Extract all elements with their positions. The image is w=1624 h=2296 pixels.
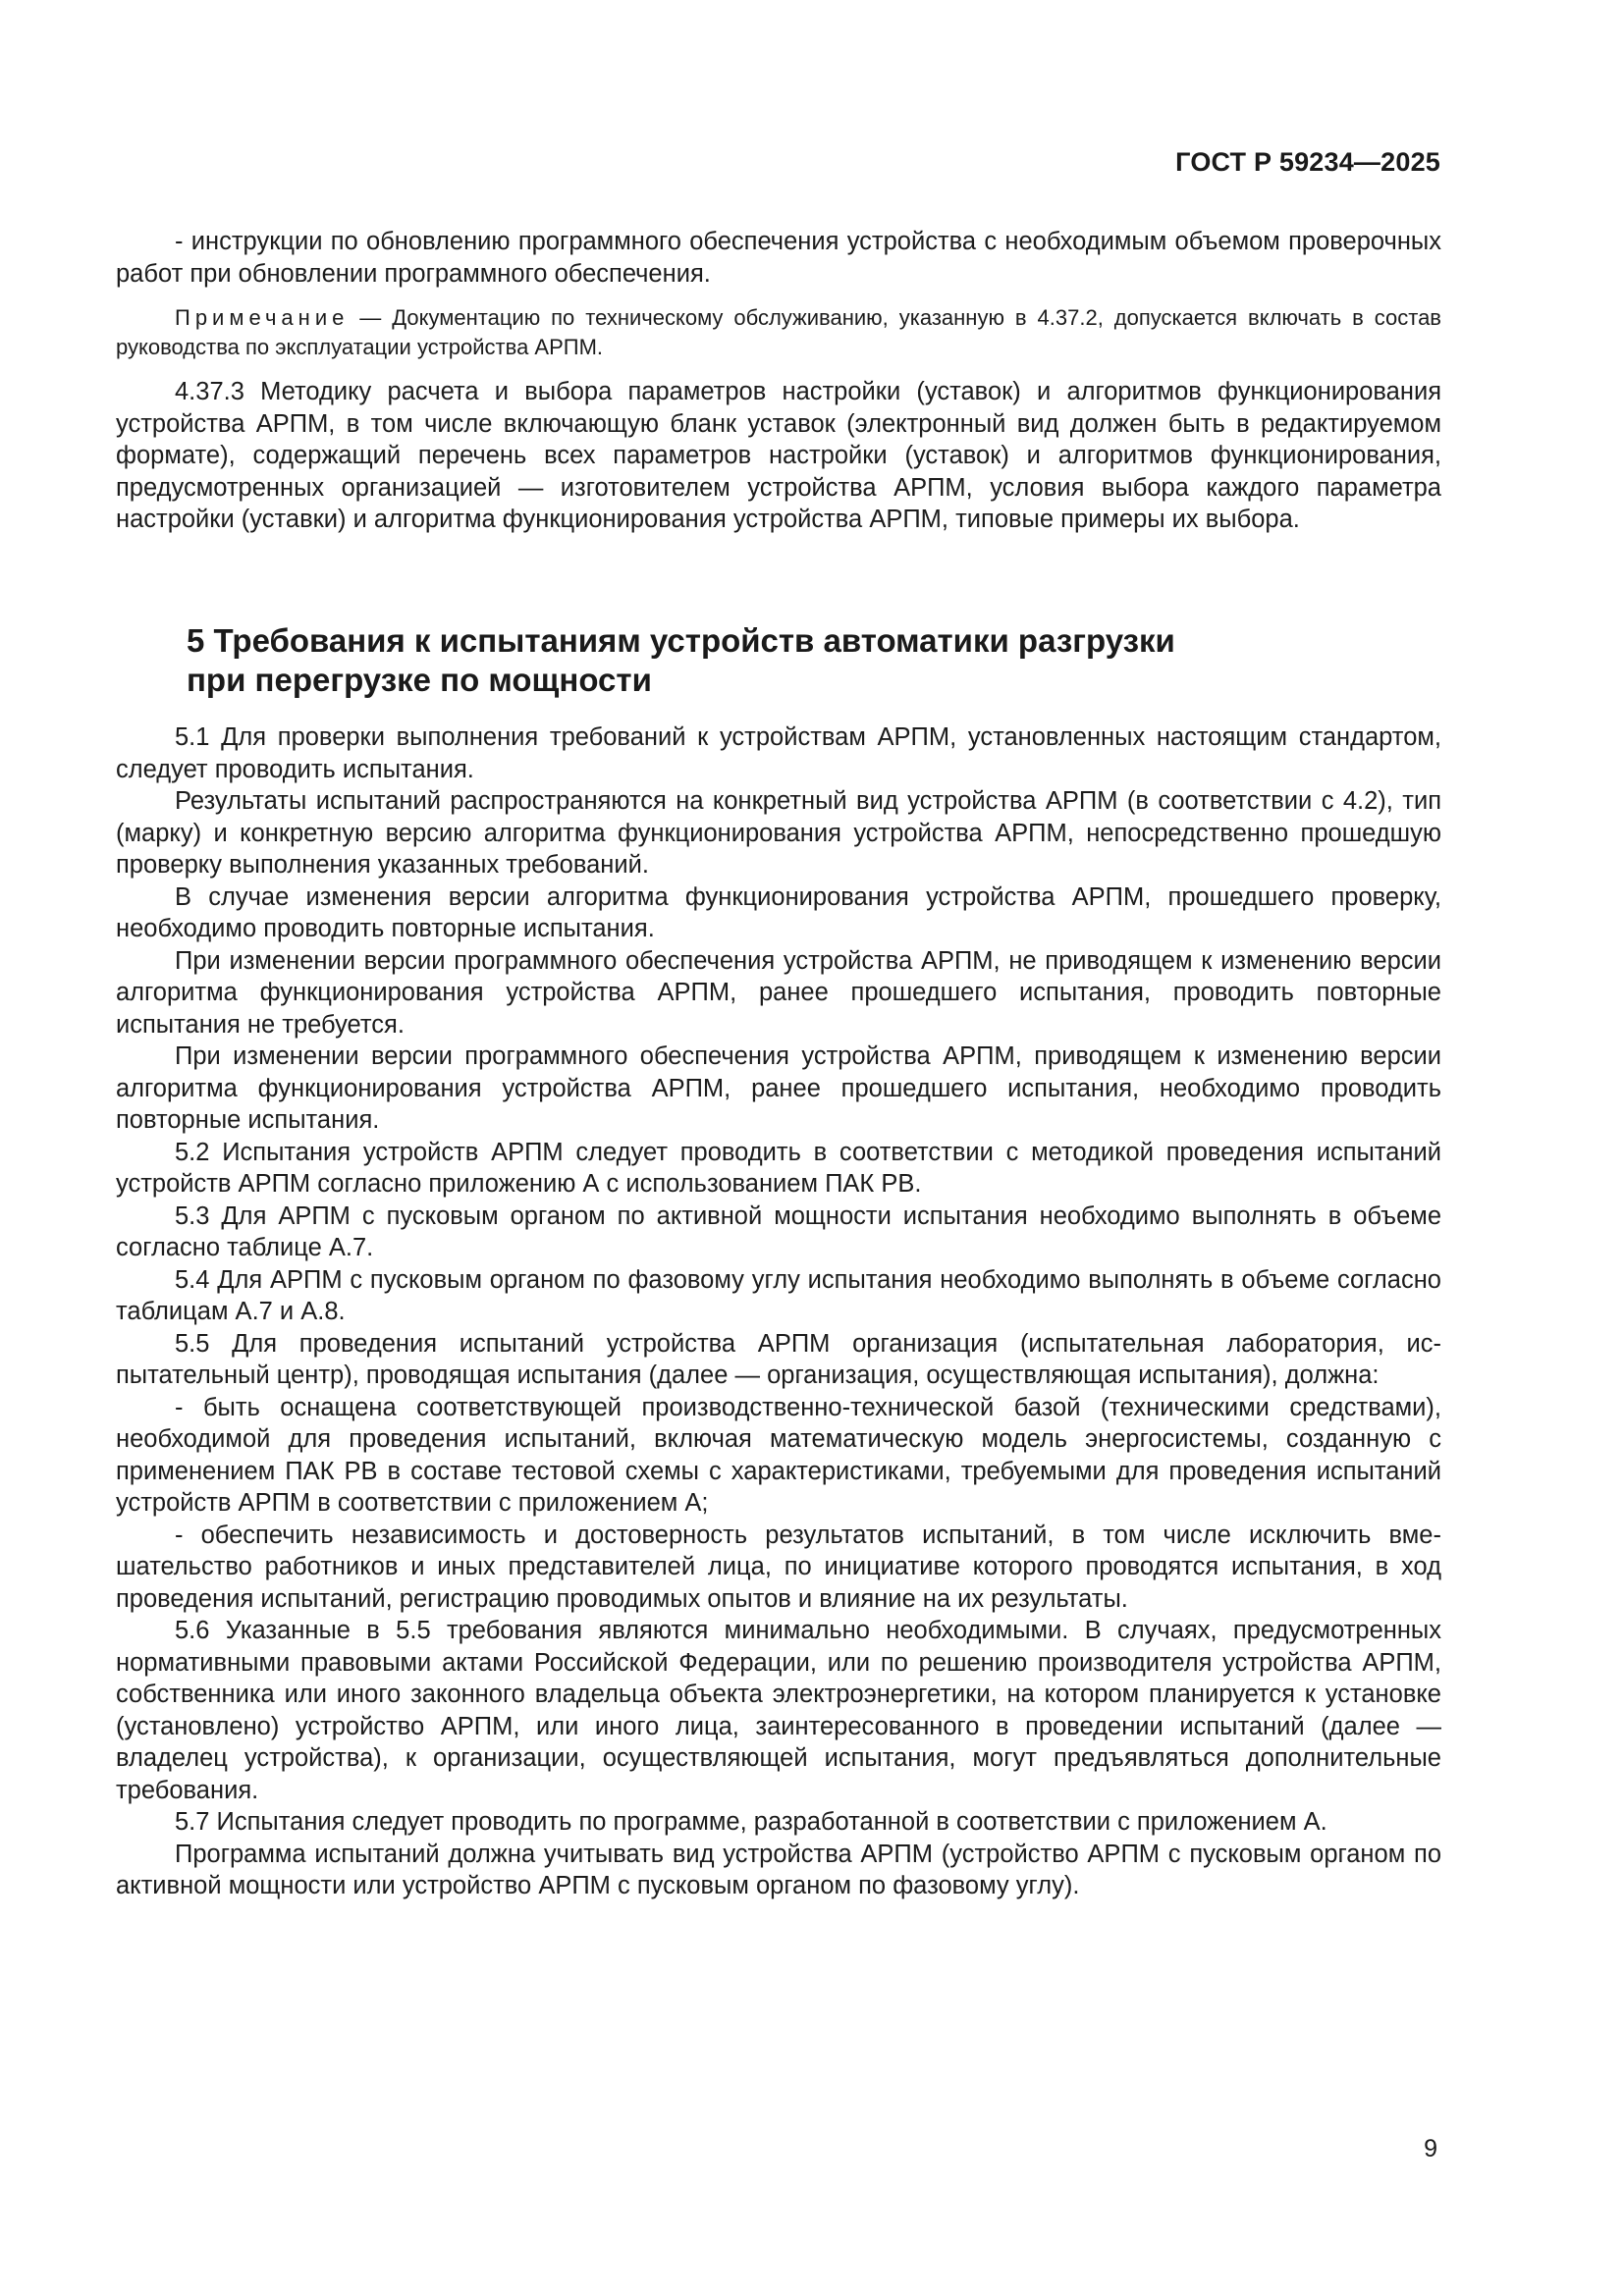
paragraph-5-1: 5.1 Для проверки выполнения требований к устройствам АРПМ, установленных настоящим стандартом, следует проводить испытания.	[116, 723, 1441, 783]
list-item-equipment-base: - быть оснащена соответствующей производственно-технической базой (техническими средствами), необходимой для проведения испытаний, включая математическую модель энергосистемы, созданную с применением ПАК РВ в составе тестовой схемы с характеристиками, требуемыми для проведения испытаний устройств АРПМ в соответствии с приложением А;	[116, 1393, 1441, 1517]
page-number: 9	[1424, 2135, 1437, 2163]
paragraph-test-program: Программа испытаний должна учитывать вид устройства АРПМ (устройство АРПМ с пусковым органом по активной мощности или устройство АРПМ с пусковым органом по фазовому углу).	[116, 1840, 1441, 1899]
note-paragraph	[116, 303, 1441, 362]
section-5-heading	[116, 621, 1441, 700]
paragraph-5-2: 5.2 Испытания устройств АРПМ следует проводить в соответствии с методикой проведения испытаний устройств АРПМ согласно приложению А с использованием ПАК РВ.	[116, 1138, 1441, 1198]
paragraph-results-scope: Результаты испытаний распространяются на конкретный вид устройства АРПМ (в соответствии с 4.2), тип (марку) и конкретную версию алгоритма функционирования устройства АРПМ, непосредственно прошедшую проверку выполнения указанных требований.	[116, 787, 1441, 879]
paragraph-software-change-no-retest: При изменении версии программного обеспечения устройства АРПМ, не приводящем к изменению версии алгоритма функционирования устройства АРПМ, ранее прошедшего испытания, проводить повторные испытания не требуется.	[116, 946, 1441, 1039]
list-item-software-update-instructions: - инструкции по обновлению программного обеспечения устройства с необходимым объемом проверочных работ при обновлении программного обеспечения.	[116, 228, 1441, 288]
note-label: Примечание	[175, 305, 350, 330]
section-5-body	[116, 721, 1441, 1902]
paragraph-5-3: 5.3 Для АРПМ с пусковым органом по активной мощности испытания необходимо выполнять в объеме согласно таблице А.7.	[116, 1201, 1441, 1261]
paragraph-5-4: 5.4 Для АРПМ с пусковым органом по фазовому углу испытания необходимо выполнять в объеме согласно таблицам А.7 и А.8.	[116, 1265, 1441, 1325]
list-item-independence: - обеспечить независимость и достоверность результатов испытаний, в том числе исключить вмешательство работников и иных представителей лица, по инициативе которого проводятся испытания, в ход проведения испытаний, регистрацию проводимых опытов и влияние на их результаты.	[116, 1521, 1441, 1613]
paragraph-5-5: 5.5 Для проведения испытаний устройства АРПМ организация (испытательная лаборатория, испытательный центр), проводящая испытания (далее — организация, осуществляющая испытания), должна:	[116, 1329, 1441, 1389]
paragraph-4-37-3: 4.37.3 Методику расчета и выбора параметров настройки (уставок) и алгоритмов функционирования устройства АРПМ, в том числе включающую бланк уставок (электронный вид должен быть в редактируемом формате), содержащий перечень всех параметров настройки (уставок) и алгоритмов функционирования, предусмотренных организацией — изготовителем устройства АРПМ, условия выбора каждого параметра настройки (уставки) и алгоритма функционирования устройства АРПМ, типовые примеры их выбора.	[116, 378, 1441, 533]
section-title-line-1: 5 Требования к испытаниям устройств автоматики разгрузки	[187, 622, 1175, 659]
paragraph-software-change-retest: При изменении версии программного обеспечения устройства АРПМ, приводящем к изменению версии алгоритма функционирования устройства АРПМ, ранее прошедшего испытания, необходимо проводить повторные испытания.	[116, 1042, 1441, 1134]
section-4-continuation	[116, 226, 1441, 536]
paragraph-5-6: 5.6 Указанные в 5.5 требования являются минимально необходимыми. В случаях, предусмотренных нормативными правовыми актами Российской Федерации, или по решению производителя устройства АРПМ, собственника или иного законного владельца объекта электроэнергетики, на котором планируется к установке (установлено) устройство АРПМ, или иного лица, заинтересованного в проведении испытаний (далее — владелец устройства), к организации, осуществляющей испытания, могут предъявляться дополнительные требования.	[116, 1617, 1441, 1804]
document-id-header: ГОСТ Р 59234—2025	[1175, 147, 1440, 177]
note-text: — Документацию по техническому обслуживанию, указанную в 4.37.2, допускается включать в состав руководства по эксплуатации устройства АРПМ.	[116, 305, 1441, 359]
paragraph-5-7: 5.7 Испытания следует проводить по программе, разработанной в соответствии с приложением А.	[175, 1808, 1327, 1836]
paragraph-algorithm-change: В случае изменения версии алгоритма функционирования устройства АРПМ, прошедшего проверку, необходимо проводить повторные испытания.	[116, 882, 1441, 942]
section-title-line-2: при перегрузке по мощности	[187, 662, 652, 698]
